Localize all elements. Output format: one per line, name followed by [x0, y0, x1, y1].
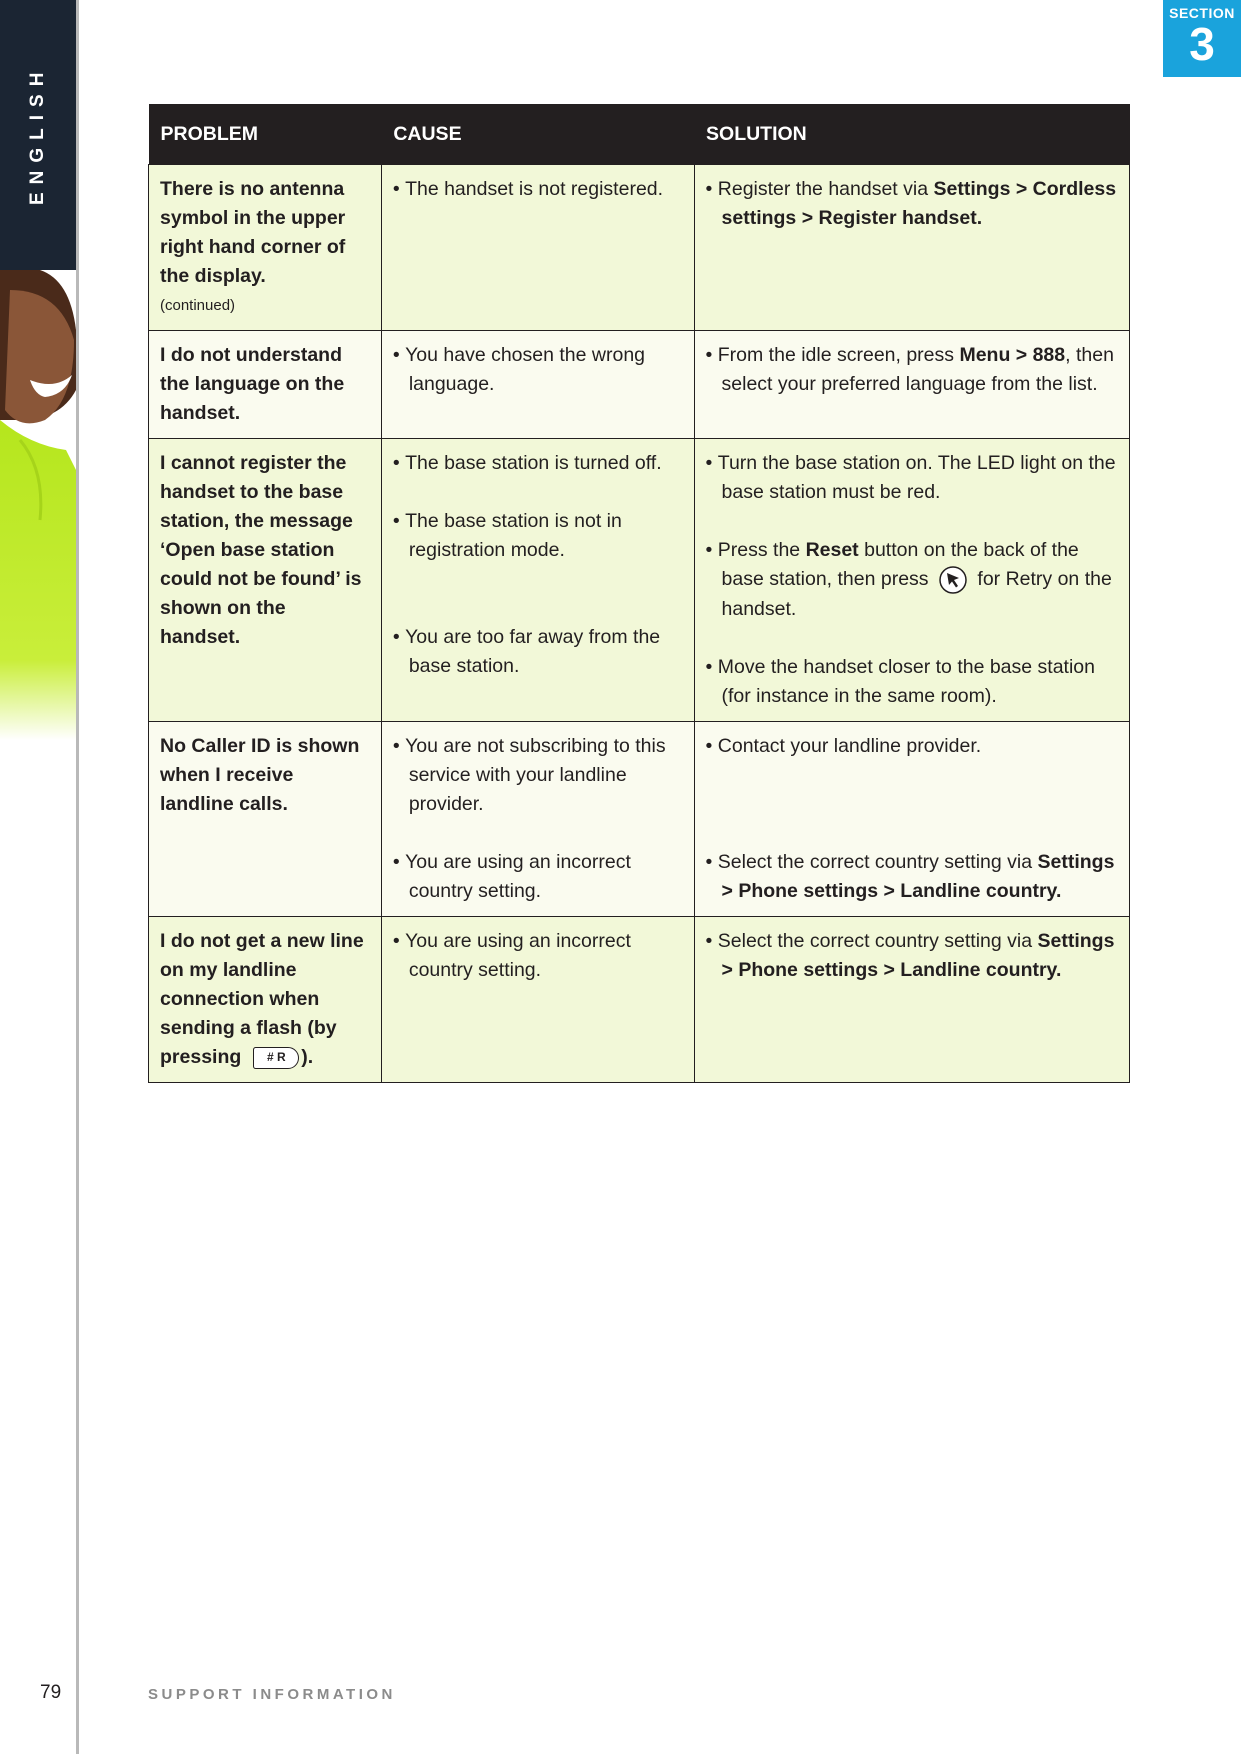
cause-item: • You are using an incorrect country setting.: [393, 848, 682, 906]
solution-item: • Press the Reset button on the back of the base station, then press for Retry on the handset.: [706, 536, 1117, 624]
language-sidebar: [0, 0, 76, 270]
cause-cell: [381, 917, 694, 1083]
header-problem: PROBLEM: [149, 104, 382, 165]
solution-item: • Turn the base station on. The LED light on the base station must be red.: [706, 449, 1117, 507]
table-row: [149, 722, 1130, 917]
woman-photo: [0, 270, 76, 740]
solution-cell: [694, 439, 1129, 722]
problem-text: I do not get a new line on my landline connection when sending a flash (by pressing # R ).: [160, 930, 364, 1068]
solution-item: • From the idle screen, press Menu > 888, then select your preferred language from the list.: [706, 341, 1117, 399]
problem-cell: [149, 331, 382, 439]
page-number: 79: [40, 1682, 62, 1703]
table-row: [149, 331, 1130, 439]
problem-cell: [149, 722, 382, 917]
table-row: [149, 917, 1130, 1083]
section-label: SECTION: [1169, 5, 1235, 21]
solution-cell: [694, 722, 1129, 917]
page-margin-rule: [76, 0, 79, 1754]
cause-item: • You are too far away from the base station.: [393, 623, 682, 681]
cause-cell: [381, 165, 694, 331]
problem-text: I do not understand the language on the handset.: [160, 344, 345, 424]
cause-item: • You are not subscribing to this service with your landline provider.: [393, 732, 682, 819]
cause-cell: [381, 722, 694, 917]
cause-item: • You are using an incorrect country setting.: [393, 927, 682, 985]
solution-item: • Select the correct country setting via Settings > Phone settings > Landline country.: [706, 848, 1117, 906]
problem-text: I cannot register the handset to the base station, the message ‘Open base station could not be found’ is shown on the handset.: [160, 452, 362, 648]
problem-cell: [149, 439, 382, 722]
solution-item: • Contact your landline provider.: [706, 732, 1117, 761]
problem-cell: [149, 165, 382, 331]
solution-item: • Register the handset via Settings > Cordless settings > Register handset.: [706, 175, 1117, 233]
problem-text: There is no antenna symbol in the upper right hand corner of the display.: [160, 178, 346, 287]
solution-cell: [694, 917, 1129, 1083]
table-row: [149, 165, 1130, 331]
troubleshooting-table: [148, 104, 1130, 1083]
continued-note: (continued): [160, 297, 236, 314]
cause-item: • The handset is not registered.: [393, 175, 682, 204]
cause-item: • The base station is not in registration mode.: [393, 507, 682, 565]
cause-cell: [381, 439, 694, 722]
header-solution: SOLUTION: [694, 104, 1129, 165]
header-cause: CAUSE: [381, 104, 694, 165]
footer-title: SUPPORT INFORMATION: [148, 1686, 396, 1703]
navigation-key-icon: [938, 565, 968, 595]
solution-item: • Move the handset closer to the base station (for instance in the same room).: [706, 653, 1117, 711]
language-label: ENGLISH: [27, 64, 48, 206]
section-badge: [1163, 0, 1241, 77]
section-number: 3: [1189, 18, 1215, 70]
cause-item: • You have chosen the wrong language.: [393, 341, 682, 399]
solution-item: • Select the correct country setting via Settings > Phone settings > Landline country.: [706, 927, 1117, 985]
cause-cell: [381, 331, 694, 439]
problem-cell: [149, 917, 382, 1083]
hash-r-key-icon: # R: [253, 1047, 299, 1069]
problem-text: No Caller ID is shown when I receive landline calls.: [160, 735, 360, 815]
cause-item: • The base station is turned off.: [393, 449, 682, 478]
solution-cell: [694, 165, 1129, 331]
table-header-row: [149, 104, 1130, 165]
table-row: [149, 439, 1130, 722]
solution-cell: [694, 331, 1129, 439]
